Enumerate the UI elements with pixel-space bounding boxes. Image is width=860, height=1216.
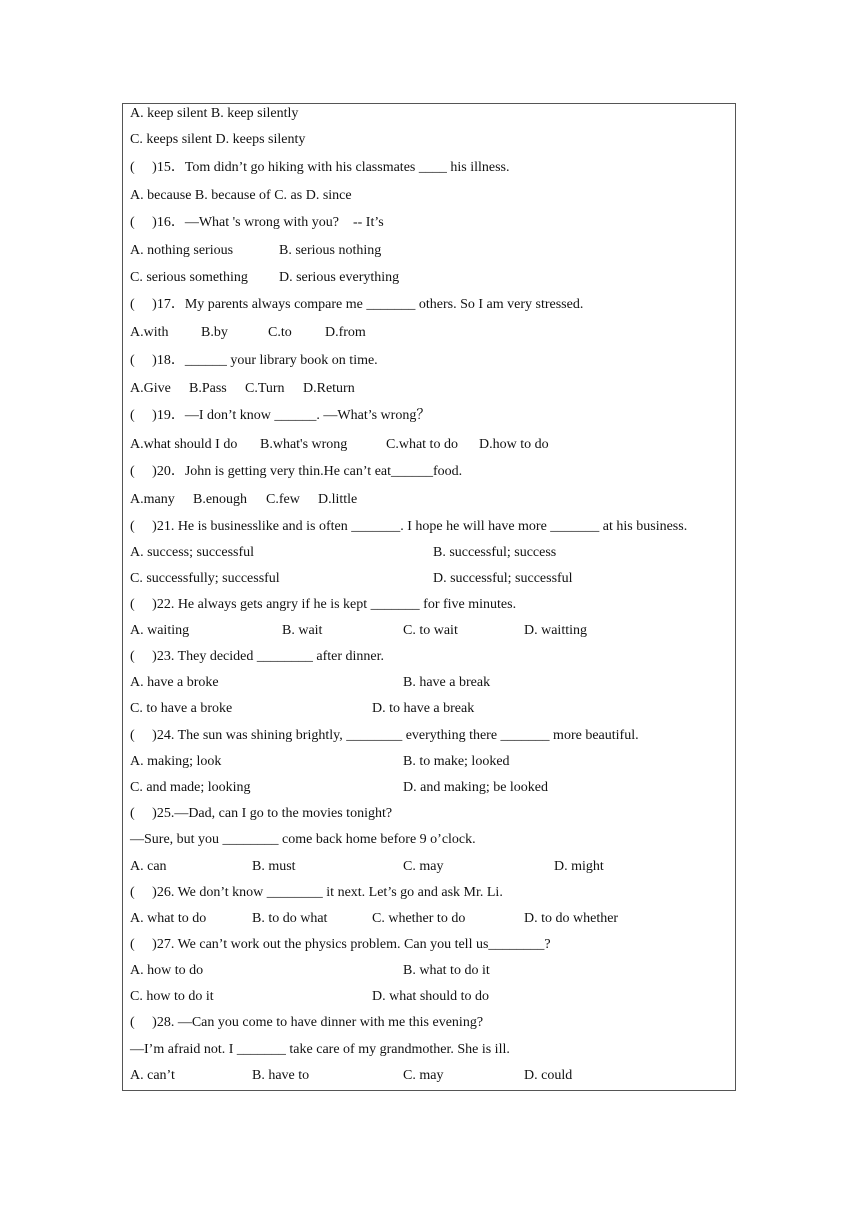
option-b: D. what should to do [372,989,490,1004]
option-a: A. have a broke [130,675,219,690]
option-b: B.Pass [189,381,227,396]
question-line: ( )27. We can’t work out the physics problem. Can you tell us________? [130,937,551,952]
question-line: A. because B. because of C. as D. since [130,188,352,203]
question-line: ( )25.—Dad, can I go to the movies tonight? [130,806,393,821]
option-d: D.how to do [479,437,549,452]
question-line: ( )23. They decided ________ after dinner. [130,649,385,664]
option-b: B.enough [193,492,248,507]
option-d: D. could [524,1068,573,1083]
option-d: D.Return [303,381,355,396]
option-a: C. and made; looking [130,780,251,795]
question-line: ( )20．John is getting very thin.He can’t eat______food. [130,464,463,479]
question-line: ( )16．—What 's wrong with you? -- It’s [130,215,384,230]
option-b: B. to do what [252,911,328,926]
option-b: B. have to [252,1068,310,1083]
option-a: C. how to do it [130,989,214,1004]
option-b: B. to make; looked [403,754,510,769]
option-c: C.to [268,325,292,340]
question-line: ( )24. The sun was shining brightly, ________ everything there _______ more beautiful. [130,728,639,743]
option-a: A. success; successful [130,545,255,560]
option-a: A. can [130,859,167,874]
option-b: B. successful; success [433,545,557,560]
option-a: C. successfully; successful [130,571,280,586]
question-line: A. keep silent B. keep silently [130,106,299,121]
option-a: A. nothing serious [130,243,234,258]
option-c: C. whether to do [372,911,466,926]
option-d: D. might [554,859,604,874]
question-line: ( )19．—I don’t know ______. —What’s wrong？ [130,408,431,423]
question-line: C. keeps silent D. keeps silenty [130,132,306,147]
question-line: ( )22. He always gets angry if he is kept _______ for five minutes. [130,597,517,612]
question-line: —I’m afraid not. I _______ take care of my grandmother. She is ill. [130,1042,510,1057]
option-a: A.Give [130,381,171,396]
option-c: C. may [403,859,444,874]
option-b: D. serious everything [279,270,400,285]
option-c: C.few [266,492,300,507]
option-b: B. what to do it [403,963,490,978]
option-a: A.many [130,492,175,507]
option-b: D. successful; successful [433,571,573,586]
option-b: B. must [252,859,296,874]
option-c: C. may [403,1068,444,1083]
option-b: B. wait [282,623,323,638]
question-line: ( )26. We don’t know ________ it next. Let’s go and ask Mr. Li. [130,885,503,900]
option-b: D. and making; be looked [403,780,549,795]
option-b: B. serious nothing [279,243,382,258]
question-line: ( )15．Tom didn’t go hiking with his classmates ____ his illness. [130,160,510,175]
option-a: A.with [130,325,169,340]
option-a: C. to have a broke [130,701,233,716]
question-line: ( )28. —Can you come to have dinner with me this evening? [130,1015,484,1030]
option-d: D.from [325,325,366,340]
option-b: B.by [201,325,228,340]
option-a: C. serious something [130,270,248,285]
option-a: A. waiting [130,623,190,638]
option-b: B. have a break [403,675,491,690]
question-line: ( )21. He is businesslike and is often _______. I hope he will have more _______ at his business. [130,519,688,534]
option-d: D.little [318,492,358,507]
option-b: D. to have a break [372,701,475,716]
option-d: D. waitting [524,623,587,638]
option-b: B.what's wrong [260,437,348,452]
option-a: A. what to do [130,911,207,926]
option-c: C.Turn [245,381,285,396]
option-a: A. can’t [130,1068,175,1083]
option-a: A. making; look [130,754,222,769]
question-line: ( )18．______ your library book on time. [130,353,378,368]
option-a: A. how to do [130,963,204,978]
option-d: D. to do whether [524,911,619,926]
question-line: ( )17．My parents always compare me _______ others. So I am very stressed. [130,297,584,312]
option-c: C. to wait [403,623,458,638]
question-line: —Sure, but you ________ come back home before 9 o’clock. [130,832,476,847]
option-a: A.what should I do [130,437,238,452]
option-c: C.what to do [386,437,458,452]
